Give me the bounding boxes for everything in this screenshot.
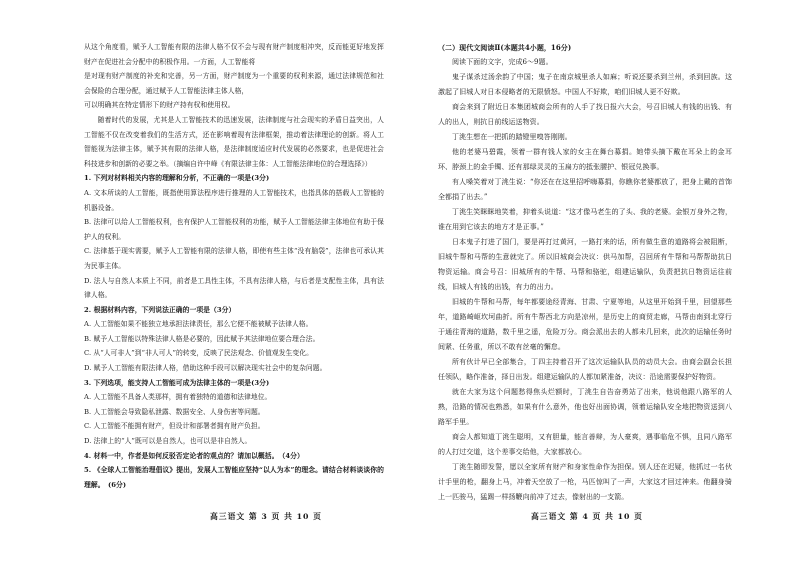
option: A. 人工智能不具备人类那样，拥有着独特的道德和法律地位。 xyxy=(84,393,272,402)
story-paragraph: 丁洮生想在一把抓的踏镫里嗅答刚刚。 xyxy=(452,133,572,141)
option: C. 从“人可非人”到“非人可人”的转变，反映了民法观念、价值观发生变化。 xyxy=(84,349,313,358)
question-2: 2. 根据材料内容，下列说法正确的一项是（3分） xyxy=(84,305,236,314)
right-page-body xyxy=(438,40,732,505)
story-paragraph: 商会人都知道丁洮生聪明，又有胆量，能言善辩，为人豪爽，遇事临危不惧，且同八路军的人打过交道，这个差事交给他，大家都放心。 xyxy=(438,433,732,456)
option: A. 人工智能如果不能独立地承担法律责任，那么它便不能被赋予法律人格。 xyxy=(84,320,313,329)
option: B. 赋予人工智能以特殊法律人格是必要的，因此赋予其法律地位要合理合法。 xyxy=(84,334,320,343)
story-paragraph: 丁洮生随即发誓，愿以全家所有财产和身家性命作为担保。别人还在迟疑，他抓过一名伙计手里的枪，翻身上马，冲着天空放了一枪，马匹惊叫了一声，大家这才回过神来。他翻身骑上一匹骏马，猛踢一样扬鞭向前冲了过去，像射出的一支箭。 xyxy=(438,463,732,501)
left-line: 从这个角度看，赋予人工智能有限的法律人格不仅不会与现有财产制度相冲突，反而能更好地发挥财产在促进社会分配中的积极作用。一方面，人工智能将 xyxy=(84,43,384,66)
option: B. 法律可以给人工智能权利，也有保护人工智能权利的功能，赋予人工智能法律主体地位有助于保护人的权利。 xyxy=(84,218,384,241)
option: C. 法律基于现实需要，赋予人工智能有限的法律人格，即使有些主体“没有脑袋”，法律也可承认其为民事主体。 xyxy=(84,247,384,270)
question-3: 3. 下列选项，能支持人工智能可成为法律主体的一项是(3分) xyxy=(84,378,270,387)
story-paragraph: 他的老婆马碧霞，领着一群有钱人家的女主在舞台募捐。她带头摘下戴在耳朵上的金耳环、脖颈上的金手镯、还有那绿灵灵的玉扁方的抵张腰护、银冠兑换事。 xyxy=(438,148,732,171)
story-paragraph: 所有伙计早已全部集合，丁四主持着召开了这次运输队队员的动员大会。由商会副会长担任领队，略作准备，择日出发。组建运输队的人都加紧准备，决议：沿途需要保护好物资。 xyxy=(438,358,732,381)
option: C. 人工智能不能拥有财产，但设计和部署者拥有财产负担。 xyxy=(84,422,265,431)
question-5: 5. 《全球人工智能治理倡议》提出，发展人工智能应坚持“以人为本”的理念。请结合材料谈谈你的理解。 (6分) xyxy=(84,466,384,489)
option: A. 文本所谈的人工智能，既指使用算法程序进行推理的人工智能技术，也指具体的搭载人工智能的机器设备。 xyxy=(84,188,384,212)
story-paragraph: 日本鬼子打进了国门，要是再打过黄河，一路打来的话，所有做生意的道路将会被阻断，旧城牛帮和马帮的生意就完了。所以旧城商会决议：供马加帮，召回所有牛帮和马帮帮助抗日物资运输。商会号召：旧城所有的牛帮、马帮和骆驼，组建运输队，负责把抗日物资运往前线，旧城人有钱的出钱，有力的出力。 xyxy=(438,238,732,291)
story-paragraph: 商会来到了附近日本集团城商会所有的人手了找日报六大会，号召旧城人有钱的出钱、有人的出人，则抗日前线运送物资。 xyxy=(438,103,732,126)
left-line: 是对现有财产制度的补充和完善，另一方面，财产制度为一个重要的权利来源，通过法律规范和社会保险的合理分配，通过赋予人工智能法律主体人格， xyxy=(84,72,384,95)
option: B. 人工智能会导致隐私泄露、数据安全、人身伤害等问题。 xyxy=(84,407,265,416)
option: D. 法律上的“人”既可以是自然人，也可以是非自然人。 xyxy=(84,437,252,446)
left-page-body xyxy=(84,40,384,492)
page-footer-left: 高三语文 第 3 页 共 10 页 xyxy=(210,512,322,521)
story-paragraph: 旧城的牛帮和马帮，每年都要途经青海、甘肃、宁夏等地，从这里开始到千里，回望那些年，道路崎岖坎坷曲折。所有牛帮西北方向是凉州，是历史上的商贸走廊，马帮由南到北穿行于通往青海的道路，数千里之遥，危险万分。商会派出去的人都未几回来，此次的运输任务时间紧、任务重，所以不敢有丝毫的懈怠。 xyxy=(438,298,732,351)
left-paragraph: 随着时代的发展，尤其是人工智能技术的迅速发展，法律制度与社会现实的矛盾日益突出，人工智能不仅在改变着我们的生活方式，还在影响着现有法律框架，推动着法律理论的创新。将人工智能视为法律主体，赋予其有限的法律人格，是法律制度适应时代发展的必然要求，也是促进社会科技进步和创新的必要之举。（摘编自许中峰《有限法律主体：人工智能法律地位的合理选择》） xyxy=(84,115,384,168)
question-4: 4. 材料一中，作者是如何反驳否定论者的观点的？请加以概括。 （4分） xyxy=(84,451,304,460)
story-paragraph: 就在大家为这个问题愁得焦头烂额时，丁洮生自告奋勇站了出来，他说他跟八路军的人熟，沿路的情况也熟悉，如果有什么意外，他也好出面协调，领着运输队安全地把物资送到八路军手里。 xyxy=(438,388,732,426)
question-1: 1. 下列对材料相关内容的理解和分析，不正确的一项是(3分) xyxy=(84,174,270,183)
option: D. 赋予人工智能有限法律人格，借助这种手段可以解决现实社会中的复杂问题。 xyxy=(84,364,327,373)
option: D. 法人与自然人本质上不同，前者是工具性主体，不具有法律人格，与后者是支配性主体，具有法律人格。 xyxy=(84,276,384,300)
story-paragraph: 丁洮生笑眯眯地笑着，抑着头说道：“这才像马老生的了头、我的老婆。金银万身外之物，谁在用到它该去的地方才是正事。” xyxy=(438,208,732,231)
left-line: 可以明确其在特定情形下的财产持有权和使用权。 xyxy=(84,101,235,110)
story-paragraph: 鬼子谋杀过汤余韵了中国；鬼子在南京城里杀人如麻；听说还要杀到兰州，杀到回族。这激起了旧城人对日本侵略者的无限愤怒。中国人不好欺，咱们旧城人更不好欺。 xyxy=(438,73,732,96)
section-heading: （二）现代文阅读Ⅱ(本题共4小题，16分) xyxy=(438,43,572,52)
reading-instruction: 阅读下面的文字，完成6～9题。 xyxy=(452,58,553,66)
story-paragraph: 有人嗓笑着对丁洮生说：“你还在在这里招呼嗨募捐，你瞧你老婆都放了，把身上戴的首饰全都捐了出去。” xyxy=(438,178,732,201)
page-footer-right: 高三语文 第 4 页 共 10 页 xyxy=(531,512,643,521)
